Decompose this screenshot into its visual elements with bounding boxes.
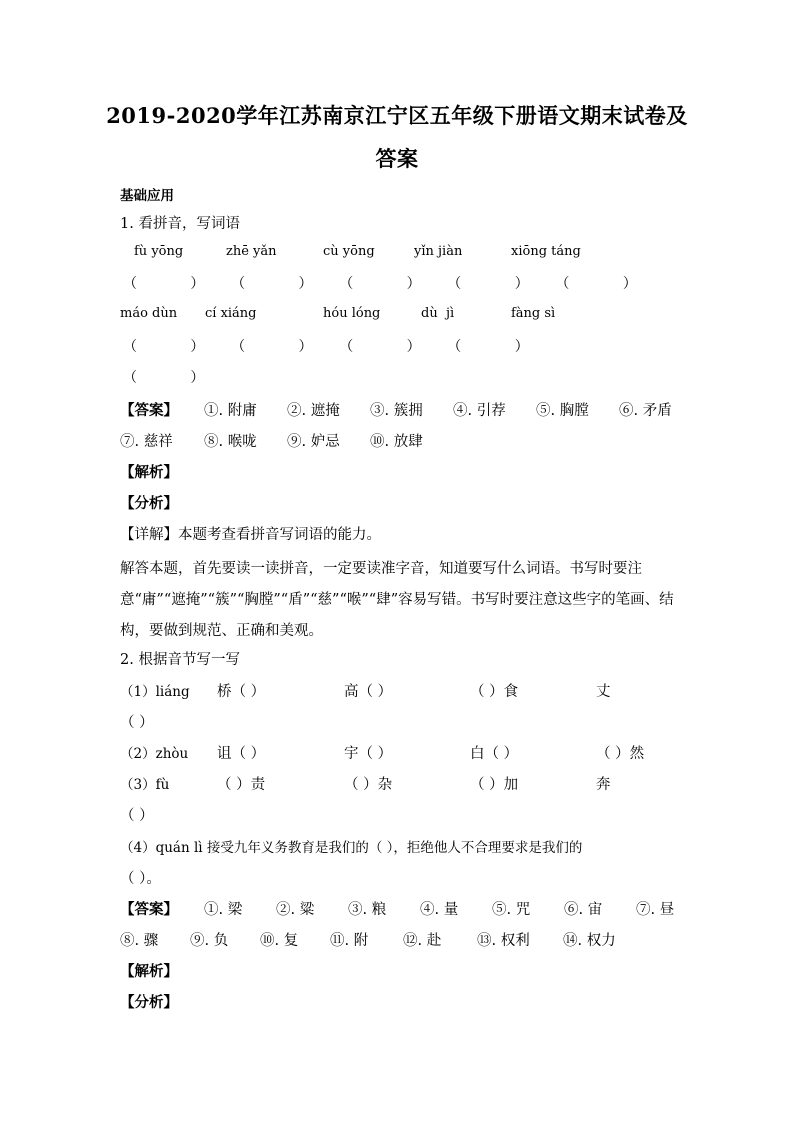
q1-pinyin-6: máo dùn [120,306,178,321]
q2-answer-11: ⑪. 附 [330,933,369,949]
q2-answer-1: ①. 梁 [204,902,243,918]
q1-blank-row3: （ ） [123,370,205,386]
q1-answer-7: ⑦. 慈祥 [120,434,173,450]
q1-fenxi: 【分析】 [120,495,178,512]
q1-pinyin-10: fàng sì [511,306,556,321]
q2-answer-3: ③. 粮 [348,902,387,918]
q1-answer-1: ①. 附庸 [204,403,257,419]
page-title-line1: 2019-2020学年江苏南京江宁区五年级下册语文期末试卷及 [106,103,688,128]
q2-answer-10: ⑩. 复 [260,933,299,949]
q2-answer-label: 【答案】 [120,901,178,918]
q2-l2-item-3: 白（ ） [470,746,519,762]
q1-pinyin-3: cù yōng [323,244,375,259]
q1-answer-4: ④. 引荐 [453,403,506,419]
q1-explanation: 解答本题，首先要读一读拼音，一定要读准字音，知道要写什么词语。书写时要注意“庸”“遮掩”“簇”“胸膛”“盾”“慈”“喉”“肆”容易写错。书写时要注意这些字的笔画、结构，要做到规范、正确和美观。 [120,561,674,639]
q1-blank-row2: （ ） （ ） （ ） （ ） [123,339,529,355]
q1-pinyin-7: cí xiáng [205,306,257,321]
q1-answer-9: ⑨. 妒忌 [287,434,340,450]
q2-l1-label: （1）liáng [120,684,190,700]
q2-l2-item-1: 诅（ ） [217,746,266,762]
q2-l1-item-3: （ ）食 [470,684,519,700]
q2-l2-item-4: （ ）然 [596,746,645,762]
q1-answer-5: ⑤. 胸膛 [536,403,589,419]
q2-answer-8: ⑧. 骤 [120,933,159,949]
q1-detail: 【详解】本题考查看拼音写词语的能力。 [120,527,381,543]
q2-fenxi: 【分析】 [120,994,178,1011]
q2-answer-7: ⑦. 昼 [636,902,675,918]
q1-answer-6: ⑥. 矛盾 [619,403,672,419]
q1-pinyin-9: dù jì [421,306,455,321]
q1-pinyin-2: zhē yǎn [226,244,277,259]
q2-l3-item-2: （ ）杂 [344,777,393,793]
q2-l3-item-4: 奔 [596,777,611,793]
q2-l3-label: （3）fù [120,777,170,793]
q1-pinyin-5: xiōng táng [511,244,581,259]
section-heading: 基础应用 [120,188,174,204]
q1-answer-10: ⑩. 放肆 [370,434,423,450]
q2-heading: 2. 根据音节写一写 [120,652,240,668]
q2-answer-4: ④. 量 [420,902,459,918]
q1-pinyin-1: fù yōng [134,244,184,259]
q1-heading: 1. 看拼音，写词语 [120,216,240,232]
q2-l3-item-3: （ ）加 [470,777,519,793]
q2-l3-item-1: （ ）责 [217,777,266,793]
q1-pinyin-4: yǐn jiàn [414,244,463,259]
q2-answer-9: ⑨. 负 [190,933,229,949]
q1-answer-label: 【答案】 [120,402,178,419]
q2-answer-6: ⑥. 宙 [564,902,603,918]
q1-blank-row1: （ ） （ ） （ ） （ ） （ ） [123,276,637,292]
page-title-line2: 答案 [375,146,419,171]
q1-answer-3: ③. 簇拥 [370,403,423,419]
q2-answer-12: ⑫. 赴 [403,933,442,949]
q2-l4-line1: （4）quán lì 接受九年义务教育是我们的（ ），拒绝他人不合理要求是我们的 [120,840,583,856]
q2-answer-13: ⑬. 权利 [477,933,530,949]
q2-l1-item-1: 桥（ ） [217,684,266,700]
q2-answer-5: ⑤. 咒 [492,902,531,918]
q2-jiexi: 【解析】 [120,963,178,980]
q2-l3-blank: （ ） [120,808,154,824]
q2-l4-line2: （ ）。 [120,871,161,887]
q2-answer-14: ⑭. 权力 [563,933,616,949]
q1-pinyin-8: hóu lóng [323,306,381,321]
q1-answer-2: ②. 遮掩 [287,403,340,419]
q2-l2-label: （2）zhòu [120,746,189,762]
q2-answer-2: ②. 粱 [276,902,315,918]
q2-l2-item-2: 宇（ ） [344,746,393,762]
q1-answer-8: ⑧. 喉咙 [204,434,257,450]
q2-l1-blank: （ ） [120,715,154,731]
q2-l1-item-2: 高（ ） [344,684,393,700]
q1-jiexi: 【解析】 [120,464,178,481]
q2-l1-item-4: 丈 [596,684,611,700]
